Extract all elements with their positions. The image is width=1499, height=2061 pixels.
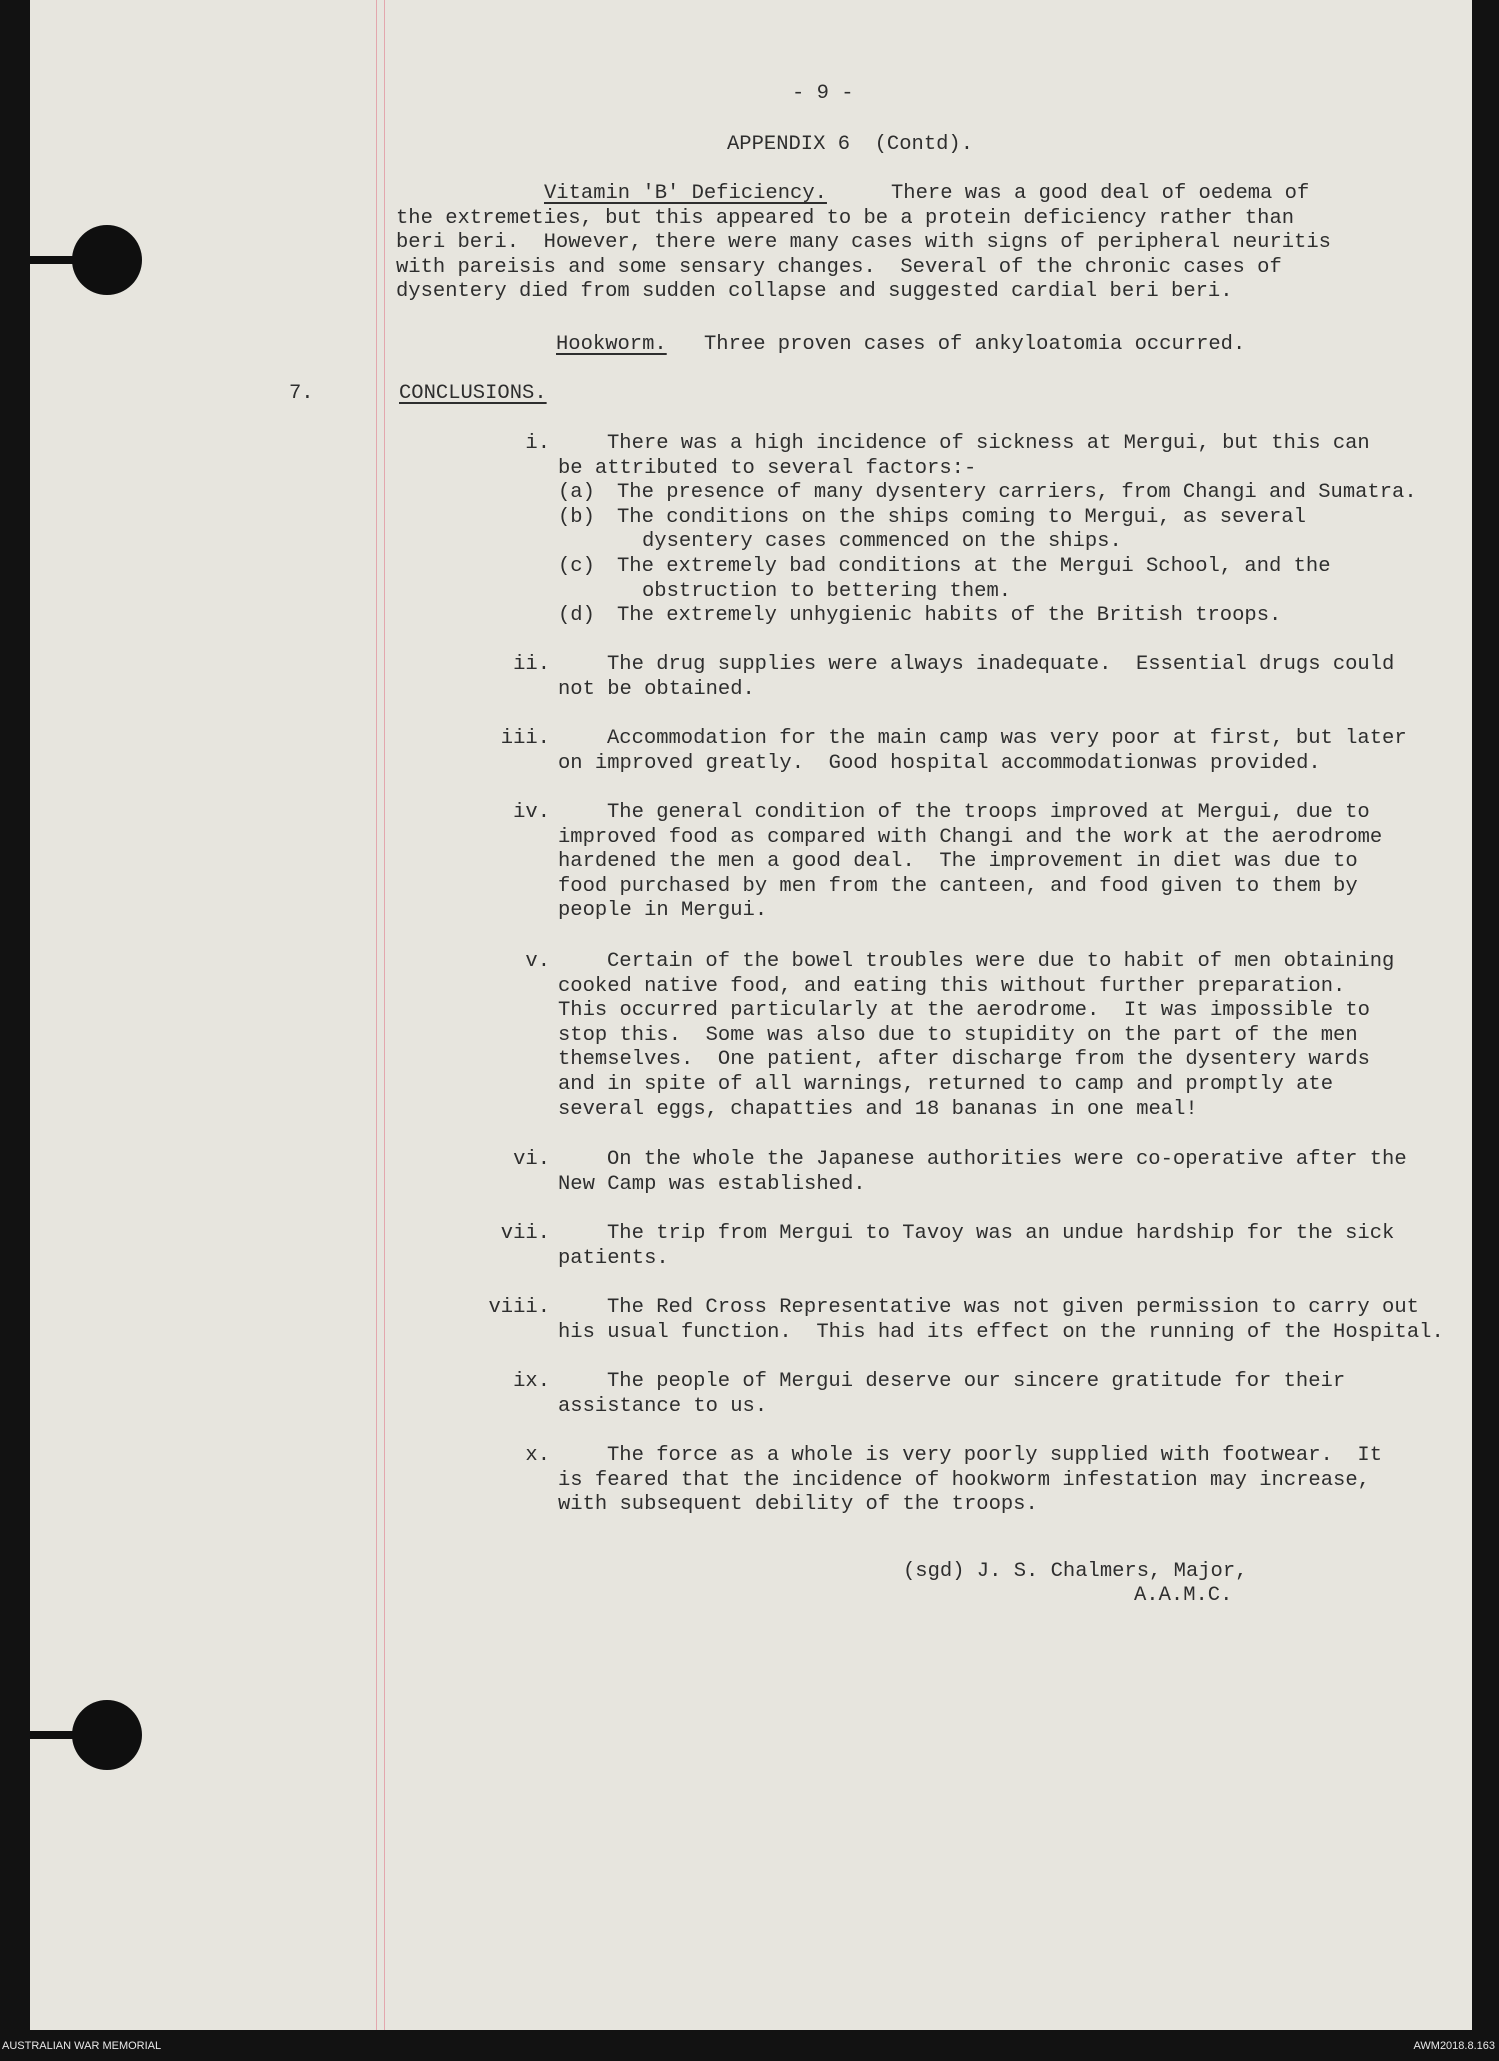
subitem-label: (a) <box>558 481 595 505</box>
hookworm-text: Three proven cases of ankyloatomia occurred. <box>704 333 1246 356</box>
item-line: patients. <box>558 1246 669 1270</box>
item-line: cooked native food, and eating this without further preparation. <box>558 974 1346 998</box>
item-numeral: ix. <box>513 1370 550 1393</box>
item-line: assistance to us. <box>558 1394 768 1418</box>
vitamin-b-line: the extremeties, but this appeared to be a protein deficiency rather than <box>396 206 1295 230</box>
footer-institution: AUSTRALIAN WAR MEMORIAL <box>2 2040 162 2052</box>
item-numeral: iii. <box>500 727 550 750</box>
subitem-label: (b) <box>558 505 595 529</box>
item-line: There was a high incidence of sickness at Mergui, but this can <box>607 432 1370 455</box>
subitem-line: obstruction to bettering them. <box>642 579 1012 603</box>
item-line: The trip from Mergui to Tavoy was an undue hardship for the sick <box>607 1222 1395 1245</box>
item-line: be attributed to several factors:- <box>558 456 977 480</box>
item-line: themselves. One patient, after discharge from the dysentery wards <box>558 1048 1370 1072</box>
signature-line-2: A.A.M.C. <box>1134 1584 1233 1607</box>
item-line: Certain of the bowel troubles were due to habit of men obtaining <box>607 950 1395 973</box>
item-line: not be obtained. <box>558 677 755 701</box>
hookworm-heading: Hookworm. <box>556 333 667 356</box>
item-line: and in spite of all warnings, returned to camp and promptly ate <box>558 1073 1334 1096</box>
item-numeral: i. <box>525 432 550 455</box>
item-line: people in Mergui. <box>558 899 768 923</box>
section-number: 7. <box>289 382 314 405</box>
item-line: hardened the men a good deal. The improvement in diet was due to <box>558 850 1358 874</box>
vitamin-b-first-line: There was a good deal of oedema of <box>891 182 1310 205</box>
vitamin-b-line: dysentery died from sudden collapse and suggested cardial beri beri. <box>396 280 1233 304</box>
vitamin-b-line: with pareisis and some sensary changes. Several of the chronic cases of <box>396 255 1282 279</box>
subitem-line: The extremely unhygienic habits of the British troops. <box>617 604 1282 628</box>
section-heading: CONCLUSIONS. <box>399 382 547 405</box>
item-line: food purchased by men from the canteen, and food given to them by <box>558 874 1358 898</box>
item-line: The drug supplies were always inadequate. Essential drugs could <box>607 653 1395 676</box>
subitem-label: (d) <box>558 604 595 628</box>
document-page <box>30 0 1472 2030</box>
item-numeral: v. <box>525 950 550 973</box>
item-numeral: vii. <box>500 1222 550 1245</box>
item-line: on improved greatly. Good hospital accommodationwas provided. <box>558 751 1321 775</box>
margin-rule-inner <box>384 0 385 2030</box>
subitem-label: (c) <box>558 555 595 578</box>
page-number: - 9 - <box>792 82 854 105</box>
item-numeral: x. <box>525 1444 550 1467</box>
item-line: New Camp was established. <box>558 1172 866 1196</box>
item-line: with subsequent debility of the troops. <box>558 1493 1038 1517</box>
footer-reference: AWM2018.8.163 <box>1413 2040 1495 2052</box>
subitem-line: The extremely bad conditions at the Mergui School, and the <box>617 555 1331 578</box>
item-line: On the whole the Japanese authorities were co-operative after the <box>607 1148 1407 1171</box>
item-line: several eggs, chapatties and 18 bananas in one meal! <box>558 1097 1198 1121</box>
subitem-line: dysentery cases commenced on the ships. <box>642 530 1122 554</box>
item-line: This occurred particularly at the aerodrome. It was impossible to <box>558 999 1370 1023</box>
subitem-line: The conditions on the ships coming to Mergui, as several <box>617 505 1306 529</box>
item-numeral: vi. <box>513 1148 550 1171</box>
appendix-title: APPENDIX 6 (Contd). <box>727 133 974 156</box>
vitamin-b-heading: Vitamin 'B' Deficiency. <box>544 182 827 205</box>
item-numeral: iv. <box>513 801 550 824</box>
item-line: Accommodation for the main camp was very poor at first, but later <box>607 727 1407 750</box>
margin-rule-outer <box>376 0 377 2030</box>
item-numeral: ii. <box>513 653 550 676</box>
item-line: The general condition of the troops improved at Mergui, due to <box>607 801 1370 824</box>
vitamin-b-line: beri beri. However, there were many cases with signs of peripheral neuritis <box>396 231 1331 255</box>
item-line: is feared that the incidence of hookworm infestation may increase, <box>558 1468 1370 1492</box>
item-line: improved food as compared with Changi and the work at the aerodrome <box>558 825 1383 849</box>
item-line: The force as a whole is very poorly supplied with footwear. It <box>607 1444 1383 1467</box>
signature-line-1: (sgd) J. S. Chalmers, Major, <box>903 1560 1248 1583</box>
item-line: his usual function. This had its effect on the running of the Hospital. <box>558 1320 1444 1344</box>
binder-tab-bottom <box>30 1731 90 1739</box>
item-numeral: viii. <box>488 1296 550 1319</box>
item-line: stop this. Some was also due to stupidity on the part of the men <box>558 1023 1358 1047</box>
item-line: The Red Cross Representative was not given permission to carry out <box>607 1296 1419 1319</box>
subitem-line: The presence of many dysentery carriers, from Changi and Sumatra. <box>617 481 1417 505</box>
item-line: The people of Mergui deserve our sincere gratitude for their <box>607 1370 1346 1393</box>
binder-tab-top <box>30 256 90 264</box>
